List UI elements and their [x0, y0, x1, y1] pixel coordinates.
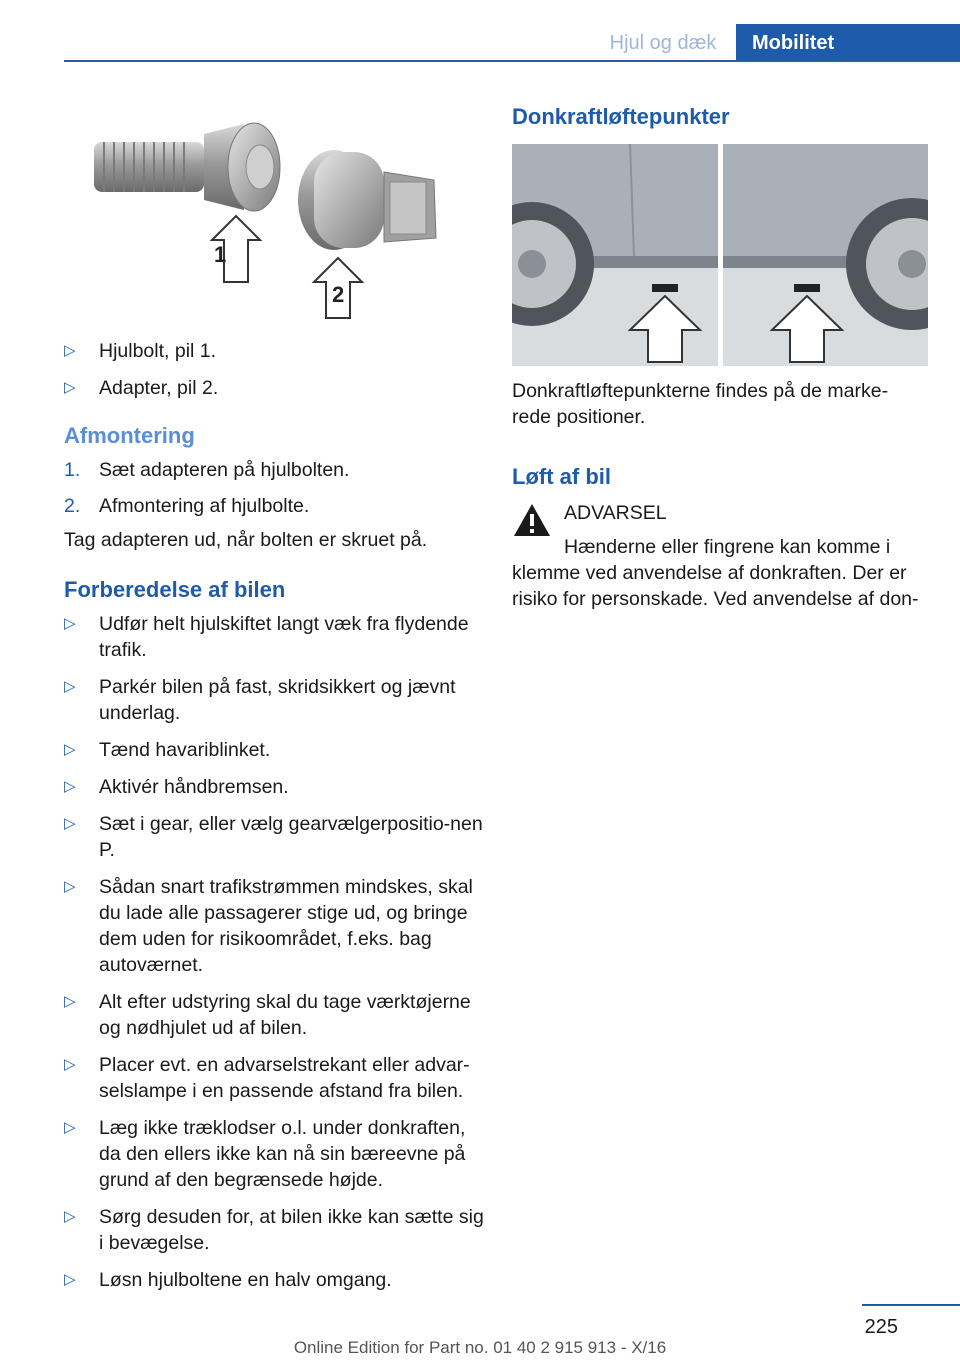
list-item-text: Parkér bilen på fast, skridsikkert og jævnt underlag. — [99, 676, 456, 724]
afmontering-heading: Afmontering — [64, 423, 195, 448]
list-item-text: Sæt i gear, eller vælg gearvælgerpositio-nen P. — [99, 813, 483, 861]
list-item-text: Placer evt. en advarselstrekant eller advar-selslampe i en passende afstand fra bilen. — [99, 1054, 470, 1102]
list-item-text: Tænd havariblinket. — [99, 739, 271, 761]
warning-triangle-icon — [512, 502, 552, 538]
triangle-bullet-icon: ▷ — [64, 815, 76, 832]
step-number: 1. — [64, 459, 81, 481]
list-item-text: Udfør helt hjulskiftet langt væk fra flydende trafik. — [99, 613, 469, 661]
list-item-text: Hjulbolt, pil 1. — [99, 340, 217, 362]
triangle-bullet-icon: ▷ — [64, 778, 76, 795]
triangle-bullet-icon: ▷ — [64, 342, 76, 359]
wheel-bolt-figure — [64, 112, 484, 324]
triangle-bullet-icon: ▷ — [64, 615, 76, 632]
step-item — [64, 457, 484, 483]
step-number: 2. — [64, 495, 81, 517]
list-item — [64, 1052, 484, 1104]
list-item — [64, 611, 484, 663]
list-item — [64, 375, 484, 401]
warning-box — [512, 500, 932, 526]
list-item-text: Læg ikke træklodser o.l. under donkraften, da den ellers ikke kan nå sin bæreevne på grund af den begrænsede højde. — [99, 1117, 466, 1191]
triangle-bullet-icon: ▷ — [64, 1119, 76, 1136]
list-item-text: Adapter, pil 2. — [99, 377, 219, 399]
list-item — [64, 1204, 484, 1256]
footer-rule — [862, 1304, 960, 1306]
forberedelse-list — [64, 611, 484, 1293]
arrow-1-label: 1 — [214, 242, 227, 267]
donkraft-heading: Donkraftløftepunkter — [512, 104, 730, 129]
list-item — [64, 811, 484, 863]
triangle-bullet-icon: ▷ — [64, 1208, 76, 1225]
afmontering-note: Tag adapteren ud, når bolten er skruet på. — [64, 529, 428, 551]
list-item — [64, 1115, 484, 1193]
triangle-bullet-icon: ▷ — [64, 878, 76, 895]
edition-footer: Online Edition for Part no. 01 40 2 915 913 - X/16 — [293, 1338, 667, 1357]
arrow-2-label: 2 — [332, 282, 345, 307]
list-item — [64, 674, 484, 726]
triangle-bullet-icon: ▷ — [64, 741, 76, 758]
list-item — [64, 989, 484, 1041]
list-item-text: Aktivér håndbremsen. — [99, 776, 289, 798]
triangle-bullet-icon: ▷ — [64, 1271, 76, 1288]
list-item — [64, 774, 484, 800]
warning-text: Hænderne eller fingrene kan komme i klemme ved anvendelse af donkraften. Der er risiko for personskade. Ved anvendelse af don- — [512, 536, 919, 610]
step-item — [64, 493, 484, 519]
triangle-bullet-icon: ▷ — [64, 993, 76, 1010]
header-rule — [64, 60, 960, 62]
list-item — [64, 338, 484, 364]
jacking-points-figure — [512, 144, 928, 366]
afmontering-steps — [64, 457, 484, 519]
list-item — [64, 874, 484, 978]
triangle-bullet-icon: ▷ — [64, 379, 76, 396]
list-item-text: Sådan snart trafikstrømmen mindskes, skal du lade alle passagerer stige ud, og bringe dem uden for risikoområdet, f.eks. bag autoværnet. — [99, 876, 473, 976]
step-text: Sæt adapteren på hjulbolten. — [99, 459, 350, 481]
warning-label: ADVARSEL — [564, 502, 667, 524]
parts-list — [64, 338, 484, 401]
list-item — [64, 737, 484, 763]
chapter-tab: Mobilitet — [736, 24, 960, 62]
step-text: Afmontering af hjulbolte. — [99, 495, 310, 517]
section-tab: Hjul og dæk — [609, 31, 717, 54]
triangle-bullet-icon: ▷ — [64, 678, 76, 695]
left-column — [64, 338, 484, 1304]
list-item-text: Løsn hjulboltene en halv omgang. — [99, 1269, 392, 1291]
forberedelse-heading: Forberedelse af bilen — [64, 577, 286, 602]
loeft-heading: Løft af bil — [512, 464, 611, 489]
list-item — [64, 1267, 484, 1293]
page-number: 225 — [864, 1316, 898, 1338]
list-item-text: Alt efter udstyring skal du tage værktøjerne og nødhjulet ud af bilen. — [99, 991, 471, 1039]
triangle-bullet-icon: ▷ — [64, 1056, 76, 1073]
list-item-text: Sørg desuden for, at bilen ikke kan sætte sig i bevægelse. — [99, 1206, 484, 1254]
donkraft-caption: Donkraftløftepunkterne findes på de marke-rede positioner. — [512, 380, 889, 428]
